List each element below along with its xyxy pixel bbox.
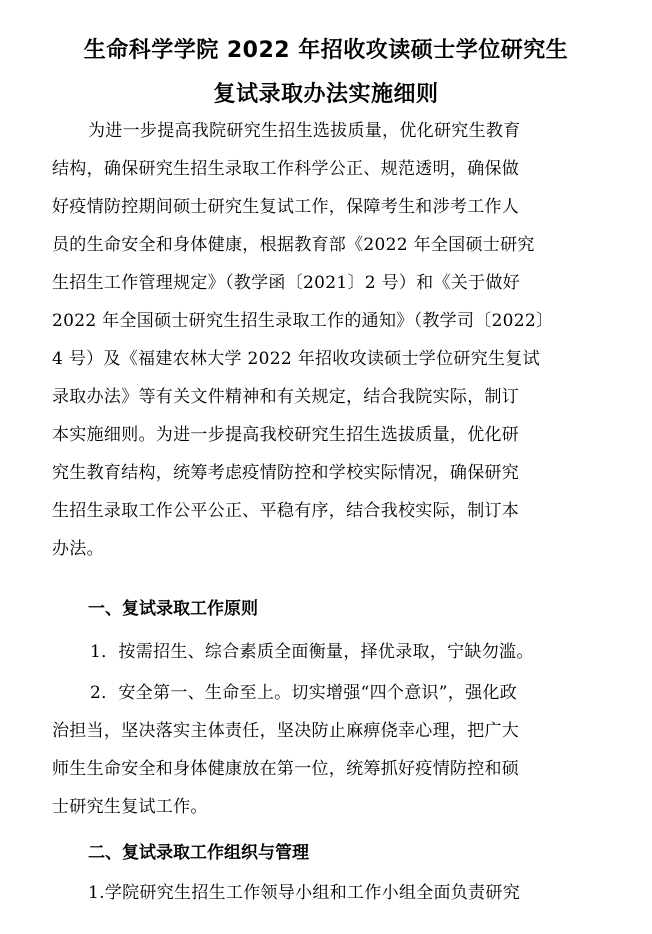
intro-line-10: 究生教育结构，统筹考虑疫情防控和学校实际情况，确保研究 [52, 463, 520, 483]
intro-line-8: 录取办法》等有关文件精神和有关规定，结合我院实际，制订 [52, 387, 520, 407]
section-1-heading: 一、复试录取工作原则 [88, 599, 258, 619]
section-2-heading: 二、复试录取工作组织与管理 [88, 843, 309, 863]
intro-line-5: 生招生工作管理规定》（教学函〔2021〕2 号）和《关于做好 [52, 273, 520, 293]
section-1-item-1: 1．按需招生、综合素质全面衡量，择优录取，宁缺勿滥。 [90, 642, 534, 662]
section-2-item-1: 1.学院研究生招生工作领导小组和工作小组全面负责研究 [88, 883, 521, 903]
section-1-item-2-line-3: 师生生命安全和身体健康放在第一位，统筹抓好疫情防控和硕 [52, 759, 520, 779]
intro-line-7: 4 号）及《福建农林大学 2022 年招收攻读硕士学位研究生复试 [52, 349, 540, 369]
section-1-item-2-line-2: 治担当，坚决落实主体责任，坚决防止麻痹侥幸心理，把广大 [52, 721, 520, 741]
intro-line-2: 结构，确保研究生招生录取工作科学公正、规范透明，确保做 [52, 159, 520, 179]
intro-line-6: 2022 年全国硕士研究生招生录取工作的通知》（教学司〔2022〕 [52, 311, 554, 331]
intro-line-3: 好疫情防控期间硕士研究生复试工作，保障考生和涉考工作人 [52, 197, 520, 217]
intro-line-1: 为进一步提高我院研究生招生选拔质量，优化研究生教育 [88, 121, 521, 141]
document-title-line-2: 复试录取办法实施细则 [213, 82, 439, 107]
intro-line-12: 办法。 [52, 539, 104, 559]
intro-line-4: 员的生命安全和身体健康，根据教育部《2022 年全国硕士研究 [52, 235, 535, 255]
document-title-line-1: 生命科学学院 2022 年招收攻读硕士学位研究生 [83, 38, 569, 63]
intro-line-11: 生招生录取工作公平公正、平稳有序，结合我校实际，制订本 [52, 501, 520, 521]
section-1-item-2-line-4: 士研究生复试工作。 [52, 797, 208, 817]
section-1-item-2-line-1: 2．安全第一、生命至上。切实增强“四个意识”，强化政 [90, 683, 517, 703]
intro-line-9: 本实施细则。为进一步提高我校研究生招生选拔质量，优化研 [52, 425, 520, 445]
